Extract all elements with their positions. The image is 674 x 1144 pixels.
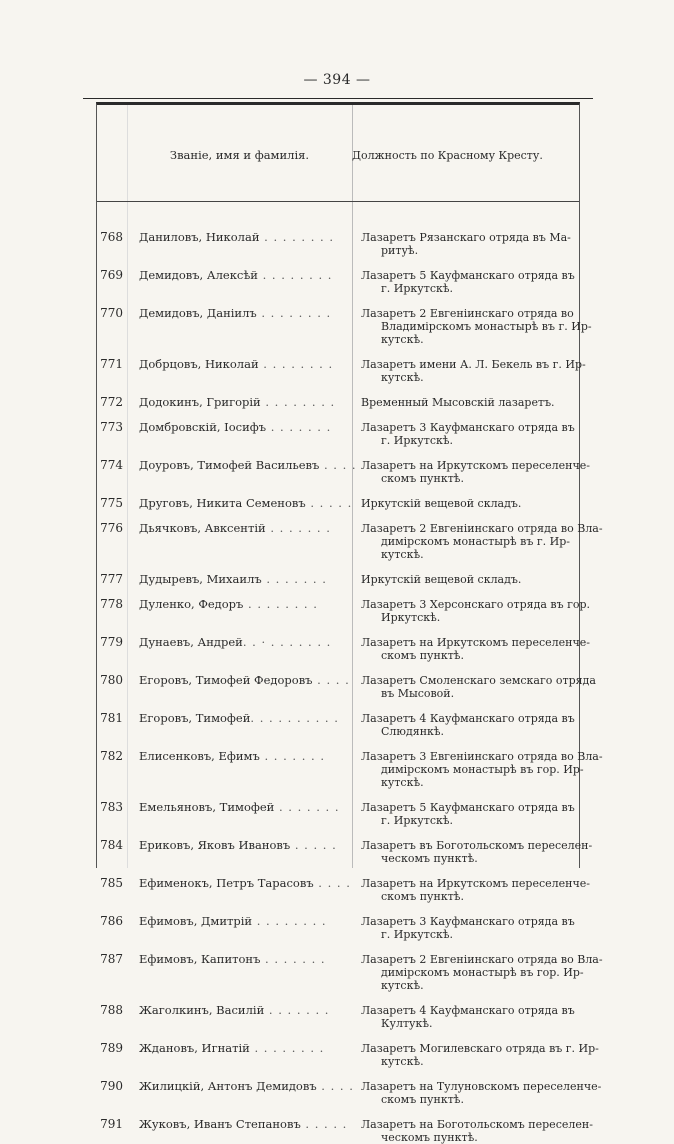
person-name [139, 876, 351, 890]
duty-line: Временный Мысовскій лазаретъ. [361, 396, 555, 409]
duty-text [361, 1118, 593, 1144]
person-name [139, 839, 347, 852]
leader-dots: . . . . [313, 876, 351, 890]
row-number: 775 [100, 496, 123, 510]
duty-line: Лазаретъ въ Боготольскомъ переселен- [361, 839, 593, 852]
row-number: 790 [100, 1079, 123, 1093]
row-number: 776 [100, 521, 123, 535]
row-number: 788 [100, 1003, 123, 1017]
person-name-text: Друговъ, Никита Семеновъ [139, 496, 306, 510]
duty-line: г. Иркутскѣ. [381, 814, 453, 827]
leader-dots: . . . . . . . . [243, 597, 318, 611]
row-number: 783 [100, 800, 123, 814]
leader-dots: . . . . . . . . [249, 1041, 325, 1055]
duty-line: Лазаретъ 4 Кауфманскаго отряда въ [361, 1004, 575, 1017]
duty-line: Лазаретъ 2 Евгеніинскаго отряда во Вла- [361, 953, 603, 966]
duty-line: Иркутскій вещевой складъ. [361, 573, 522, 586]
column-divider [352, 105, 353, 868]
duty-line: Лазаретъ 4 Кауфманскаго отряда въ [361, 712, 575, 725]
duty-line: Култукѣ. [381, 1017, 433, 1030]
duty-line: ческомъ пунктѣ. [381, 852, 478, 865]
leader-dots: . . . . . . . . . . [250, 711, 339, 725]
duty-text [361, 877, 590, 903]
duty-line: Лазаретъ 3 Кауфманскаго отряда въ [361, 915, 575, 928]
person-name-text: Дьячковъ, Авксентій [139, 521, 266, 535]
person-name-text: Домбровскій, Іосифъ [139, 420, 267, 434]
person-name [139, 573, 347, 586]
leader-dots: . . . . . . . . [257, 268, 333, 282]
person-name-text: Ериковъ, Яковъ Ивановъ [139, 838, 291, 852]
duty-line: Лазаретъ 3 Кауфманскаго отряда въ [361, 421, 575, 434]
person-name-text: Жилицкій, Антонъ Демидовъ [139, 1079, 317, 1093]
duty-text [361, 674, 596, 700]
person-name [139, 458, 357, 472]
duty-line: г. Иркутскѣ. [381, 282, 453, 295]
duty-line: димірскомъ монастырѣ въ гор. Ир- [381, 966, 584, 979]
duty-line: Лазаретъ Могилевскаго отряда въ г. Ир- [361, 1042, 599, 1055]
person-name-text: Демидовъ, Алексѣй [139, 268, 258, 282]
duty-line: кутскѣ. [381, 333, 424, 346]
leader-dots: . . . . . [290, 838, 337, 852]
duty-text [361, 522, 603, 561]
duty-text [361, 1004, 573, 1030]
row-number: 786 [100, 914, 123, 928]
duty-line: Лазаретъ Рязанскаго отряда въ Ма- [361, 231, 571, 244]
leader-dots: . . . . . . . . [256, 306, 332, 320]
row-number: 772 [100, 395, 123, 409]
person-name [139, 1079, 354, 1093]
person-name [139, 307, 347, 320]
duty-line: кутскѣ. [381, 979, 424, 992]
person-name [139, 421, 347, 434]
person-name-text: Егоровъ, Тимофей [139, 711, 251, 725]
duty-line: скомъ пунктѣ. [381, 472, 464, 485]
leader-dots: . . . . . . . [261, 572, 327, 586]
duty-line: Лазаретъ 2 Евгеніинскаго отряда во Вла- [361, 522, 603, 535]
duty-column-header: Должность по Красному Кресту. [352, 149, 543, 162]
duty-text [361, 801, 573, 827]
leader-dots: . . . . . [300, 1117, 348, 1131]
person-name-text: Ждановъ, Игнатій [139, 1041, 250, 1055]
duty-text [361, 421, 573, 447]
person-name-text: Егоровъ, Тимофей Федоровъ [139, 673, 313, 687]
person-name [139, 1042, 347, 1055]
duty-text [361, 497, 573, 510]
person-name [139, 358, 347, 371]
person-name-text: Доуровъ, Тимофей Васильевъ [139, 458, 320, 472]
person-name [139, 396, 347, 409]
duty-text [361, 307, 592, 346]
person-name [139, 598, 347, 611]
duty-line: Лазаретъ на Тулуновскомъ переселенче- [361, 1080, 602, 1093]
leader-dots: . . . . . [305, 496, 353, 510]
person-name-text: Додокинъ, Григорій [139, 395, 261, 409]
row-number: 769 [100, 268, 123, 282]
header-rule [97, 201, 579, 202]
duty-line: Лазаретъ 5 Кауфманскаго отряда въ [361, 801, 575, 814]
duty-line: скомъ пунктѣ. [381, 649, 464, 662]
duty-line: Иркутскѣ. [381, 611, 441, 624]
duty-text [361, 459, 590, 485]
person-name-text: Ефименокъ, Петръ Тарасовъ [139, 876, 314, 890]
duty-line: Лазаретъ 3 Евгеніинскаго отряда во Вла- [361, 750, 603, 763]
duty-text [361, 712, 573, 738]
person-name-text: Добрцовъ, Николай [139, 357, 259, 371]
page-number: — 394 — [303, 72, 371, 88]
leader-dots: . . . . . . . [260, 952, 326, 966]
duty-line: г. Иркутскѣ. [381, 928, 453, 941]
leader-dots: . . . . . . . [264, 1003, 330, 1017]
duty-text [361, 636, 590, 662]
person-name [139, 673, 350, 687]
duty-line: Лазаретъ на Иркутскомъ переселенче- [361, 636, 590, 649]
person-name-text: Демидовъ, Даніилъ [139, 306, 257, 320]
person-name-text: Ефимовъ, Дмитрій [139, 914, 253, 928]
duty-line: димірскомъ монастырѣ въ г. Ир- [381, 535, 570, 548]
leader-dots: . . . . . . . [259, 749, 325, 763]
duty-line: димірскомъ монастырѣ въ гор. Ир- [381, 763, 584, 776]
duty-text [361, 231, 573, 257]
row-number: 771 [100, 357, 123, 371]
leader-dots: . . . . . . . [265, 521, 331, 535]
table-frame [96, 102, 603, 1144]
duty-line: Лазаретъ 5 Кауфманскаго отряда въ [361, 269, 575, 282]
person-name [139, 801, 347, 814]
duty-line: Лазаретъ на Боготольскомъ переселен- [361, 1118, 593, 1131]
person-name-text: Даниловъ, Николай [139, 230, 260, 244]
duty-line: скомъ пунктѣ. [381, 1093, 464, 1106]
person-name [139, 915, 347, 928]
row-number: 787 [100, 952, 123, 966]
duty-line: Лазаретъ 2 Евгеніинскаго отряда во [361, 307, 574, 320]
row-number: 784 [100, 838, 123, 852]
duty-line: кутскѣ. [381, 1055, 424, 1068]
row-number: 773 [100, 420, 123, 434]
person-name [139, 953, 347, 966]
person-name-text: Дуленко, Федоръ [139, 597, 244, 611]
duty-line: Лазаретъ Смоленскаго земскаго отряда [361, 674, 596, 687]
name-column-header: Званіе, имя и фамилія. [169, 148, 310, 162]
duty-text [361, 396, 573, 409]
number-column-divider [127, 105, 128, 868]
duty-text [361, 839, 593, 865]
row-number: 779 [100, 635, 123, 649]
person-name-text: Емельяновъ, Тимофей [139, 800, 275, 814]
duty-line: кутскѣ. [381, 776, 424, 789]
person-name-text: Дунаевъ, Андрей [139, 635, 243, 649]
duty-line: Лазаретъ имени А. Л. Бекель въ г. Ир- [361, 358, 586, 371]
duty-line: Лазаретъ на Иркутскомъ переселенче- [361, 459, 590, 472]
duty-line: ческомъ пунктѣ. [381, 1131, 478, 1144]
duty-text [361, 358, 586, 384]
duty-line: Слюдянкѣ. [381, 725, 445, 738]
person-name [139, 1004, 347, 1017]
row-number: 778 [100, 597, 123, 611]
person-name [139, 522, 347, 535]
duty-text [361, 953, 603, 992]
leader-dots: . . . . [319, 458, 357, 472]
row-number: 777 [100, 572, 123, 586]
person-name [139, 712, 347, 725]
duty-line: г. Иркутскѣ. [381, 434, 453, 447]
duty-text [361, 750, 603, 789]
leader-dots: . . · . . . . . . . [242, 635, 332, 649]
duty-line: кутскѣ. [381, 371, 424, 384]
duty-line: скомъ пунктѣ. [381, 890, 464, 903]
leader-dots: . . . . [316, 1079, 354, 1093]
duty-text [361, 598, 591, 624]
duty-line: Владимірскомъ монастырѣ въ г. Ир- [381, 320, 592, 333]
person-name [139, 1118, 347, 1131]
person-name-text: Жаголкинъ, Василій [139, 1003, 265, 1017]
leader-dots: . . . . . . . . [258, 357, 334, 371]
duty-line: ритуѣ. [381, 244, 419, 257]
duty-text [361, 1042, 599, 1068]
duty-text [361, 269, 573, 295]
person-name [139, 231, 347, 244]
duty-line: Иркутскій вещевой складъ. [361, 497, 522, 510]
person-name-text: Дудыревъ, Михаилъ [139, 572, 262, 586]
person-name [139, 636, 347, 649]
row-number: 770 [100, 306, 123, 320]
duty-line: кутскѣ. [381, 548, 424, 561]
row-number: 785 [100, 876, 123, 890]
row-number: 780 [100, 673, 123, 687]
leader-dots: . . . . [312, 673, 350, 687]
person-name [139, 496, 353, 510]
duty-text [361, 573, 573, 586]
leader-dots: . . . . . . . [266, 420, 332, 434]
person-name-text: Жуковъ, Иванъ Степановъ [139, 1117, 301, 1131]
person-name [139, 269, 347, 282]
row-number: 768 [100, 230, 123, 244]
row-number: 789 [100, 1041, 123, 1055]
duty-text [361, 1080, 602, 1106]
person-name [139, 750, 347, 763]
duty-line: Лазаретъ на Иркутскомъ переселенче- [361, 877, 590, 890]
leader-dots: . . . . . . . . [260, 395, 336, 409]
leader-dots: . . . . . . . . [252, 914, 327, 928]
leader-dots: . . . . . . . . [259, 230, 334, 244]
person-name-text: Елисенковъ, Ефимъ [139, 749, 260, 763]
row-number: 791 [100, 1117, 123, 1131]
row-number: 781 [100, 711, 123, 725]
duty-line: въ Мысовой. [381, 687, 455, 700]
row-number: 782 [100, 749, 123, 763]
row-number: 774 [100, 458, 123, 472]
duty-line: Лазаретъ 3 Херсонскаго отряда въ гор. [361, 598, 591, 611]
person-name-text: Ефимовъ, Капитонъ [139, 952, 261, 966]
leader-dots: . . . . . . . [274, 800, 340, 814]
duty-text [361, 915, 573, 941]
